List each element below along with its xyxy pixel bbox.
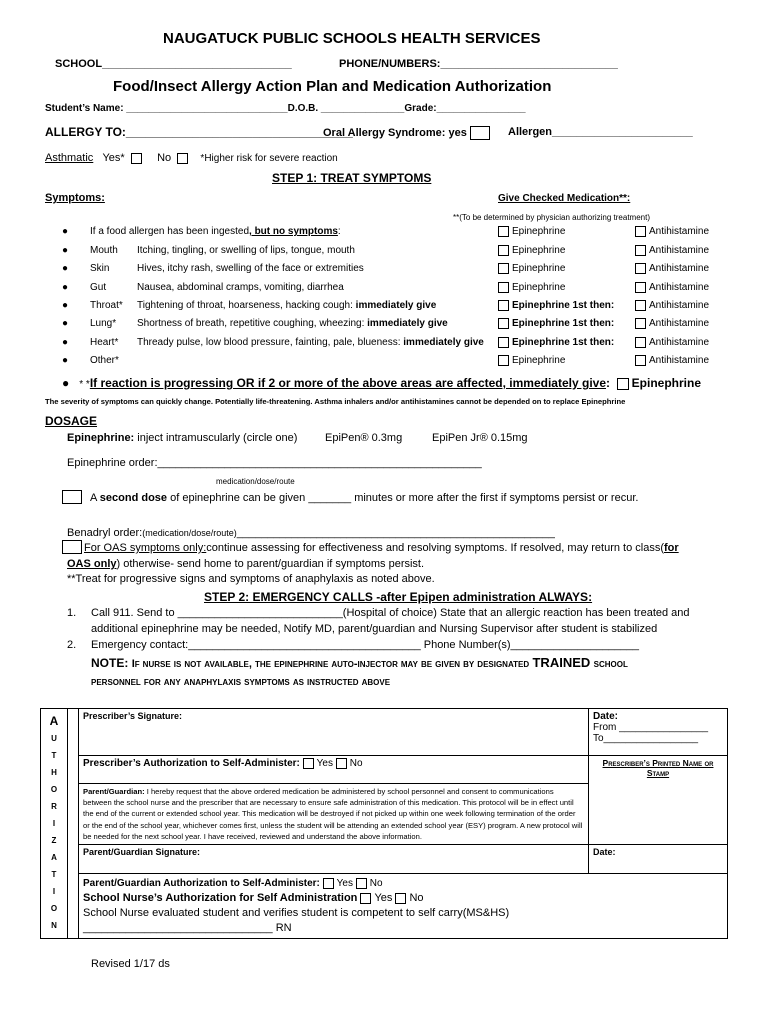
second-dose-c: of epinephrine can be given _______ minutes or more after the first if symptoms persist or recur.	[167, 492, 639, 504]
epinephrine-label: Epinephrine 1st then:	[512, 300, 615, 312]
physician-note: **(To be determined by physician authorizing treatment)	[453, 213, 650, 222]
step2-title: STEP 2: EMERGENCY CALLS -after Epipen administration ALWAYS:	[204, 590, 593, 604]
oas-b: continue assessing for effectiveness and resolving symptoms. If resolved, may return to class(	[206, 542, 664, 554]
bullet: ●	[62, 300, 69, 311]
parent-signature-label: Parent/Guardian Signature:	[83, 847, 201, 857]
epinephrine-checkbox[interactable]	[498, 282, 509, 293]
order-label: Epinephrine order:	[67, 457, 158, 469]
prescriber-self-admin-cell	[79, 756, 589, 784]
authorization-letter: Z	[51, 836, 57, 845]
symptom-row	[62, 282, 742, 298]
epinephrine-checkbox[interactable]	[498, 300, 509, 311]
step2-item2-num: 2.	[67, 639, 77, 651]
epinephrine-option[interactable]	[498, 226, 565, 237]
printed-name-label: Prescriber’s Printed Name or Stamp	[602, 758, 714, 778]
description-emphasis: immediately give	[355, 300, 437, 311]
note-line-2: personnel for any anaphylaxis symptoms as instructed above	[91, 676, 391, 688]
bullet: ●	[62, 245, 69, 256]
epinephrine-option[interactable]	[498, 337, 614, 348]
note-label: NOTE:	[91, 656, 129, 670]
authorization-table	[40, 708, 728, 939]
oas-e: ) otherwise- send home to parent/guardian if symptoms persist.	[116, 558, 425, 570]
symptom-site: Skin	[90, 263, 110, 274]
symptom-description	[137, 263, 364, 274]
allergy-to-field[interactable]	[45, 125, 353, 139]
risk-note: *Higher risk for severe reaction	[200, 153, 338, 164]
symptom-row	[62, 245, 742, 261]
bullet: ●	[62, 376, 70, 390]
bullet: ●	[62, 318, 69, 329]
prescriber-date-cell[interactable]	[589, 709, 728, 756]
parent-self-admin-label: Parent/Guardian Authorization to Self-Administer:	[83, 878, 320, 889]
epipen-jr-option[interactable]: EpiPen Jr® 0.15mg	[432, 432, 528, 444]
authorization-vertical-label	[41, 709, 68, 939]
nurse-auth-yes-checkbox[interactable]	[360, 893, 371, 904]
symptom-description	[137, 318, 448, 329]
site-colon: :	[337, 226, 341, 237]
symptom-row	[62, 300, 742, 316]
note-trained: TRAINED	[532, 655, 591, 670]
revised-note: Revised 1/17 ds	[91, 958, 170, 970]
site-text: If a food allergen has been ingested	[90, 226, 250, 237]
symptom-site: Gut	[90, 282, 107, 293]
description-text: Tightening of throat, hoarseness, hacking cough:	[137, 300, 356, 311]
epinephrine-checkbox[interactable]	[498, 355, 509, 366]
parent-date-label: Date:	[593, 847, 616, 857]
authorization-letter: H	[51, 768, 57, 777]
symptom-description	[137, 337, 484, 348]
bullet: ●	[62, 263, 69, 274]
epinephrine-line	[67, 432, 297, 444]
authorization-letter: T	[51, 751, 57, 760]
epinephrine-option[interactable]	[498, 318, 614, 329]
prescriber-signature-cell[interactable]	[79, 709, 589, 756]
symptom-description	[137, 282, 344, 293]
benadryl-order-field[interactable]	[67, 527, 555, 539]
description-text: Hives, itchy rash, swelling of the face or extremities	[137, 263, 364, 274]
epinephrine-order-field[interactable]	[67, 457, 482, 469]
symptom-site	[90, 226, 341, 237]
step2-item1-cont: additional epinephrine may be needed, Notify MD, parent/guardian and Nursing Supervisor after student is stabilized	[91, 623, 658, 635]
form-title: Food/Insect Allergy Action Plan and Medication Authorization	[113, 78, 552, 95]
give-medication-label: Give Checked Medication**:	[498, 193, 631, 204]
asthmatic-yes-label: Yes*	[102, 152, 125, 164]
date-to: To_________________	[593, 733, 699, 744]
antihistamine-option[interactable]	[635, 226, 709, 237]
symptom-site: Heart*	[90, 337, 119, 348]
authorization-letter: R	[51, 802, 57, 811]
allergen-line: _______________________	[552, 126, 693, 138]
parent-consent-text: I hereby request that the above ordered medication be administered by school personnel and consent to communications between the school nurse and the prescriber that are necessary to ensure safe administration of this medication. This protocol will be in effect until the end of the current or extended school year. This medication will be destroyed if not picked up within one week following termination of the order or the end of the school year, whichever comes first, unless the student will be attending an extended school year (ESY) program. A new protocol will be needed for the next school year. I have received, reviewed and understand the above information.	[83, 786, 583, 841]
epinephrine-checkbox[interactable]	[498, 263, 509, 274]
spacer-column	[68, 709, 79, 939]
step1-title: STEP 1: TREAT SYMPTOMS	[272, 171, 432, 185]
allergy-to-label: ALLERGY TO:	[45, 125, 126, 139]
bullet: ●	[62, 355, 69, 366]
parent-signature-cell[interactable]	[79, 845, 589, 874]
antihistamine-label: Antihistamine	[649, 337, 710, 349]
step2-item1-num: 1.	[67, 607, 77, 619]
epinephrine-label: Epinephrine	[512, 355, 566, 367]
bullet: ●	[62, 226, 69, 237]
epinephrine-option[interactable]	[498, 300, 614, 311]
allergen-label: Allergen	[508, 126, 553, 138]
symptom-row	[62, 226, 742, 242]
yes-label: Yes	[316, 758, 333, 770]
authorization-letter: O	[50, 785, 58, 794]
description-emphasis: immediately give	[367, 318, 448, 329]
prescriber-self-admin-no-checkbox[interactable]	[336, 758, 347, 769]
epinephrine-option[interactable]	[498, 245, 565, 256]
antihistamine-option[interactable]	[635, 263, 709, 274]
authorization-letter: I	[52, 819, 56, 828]
nurse-auth-no-checkbox[interactable]	[395, 893, 406, 904]
antihistamine-option[interactable]	[635, 245, 709, 256]
epinephrine-checkbox[interactable]	[498, 226, 509, 237]
asthmatic-no-label: No	[157, 152, 172, 164]
note-text-b: school	[593, 658, 628, 670]
prescriber-date-label: Date:	[593, 711, 619, 722]
prescriber-self-admin-label: Prescriber’s Authorization to Self-Administer:	[83, 758, 300, 770]
oas-instructions	[84, 542, 679, 554]
antihistamine-option[interactable]	[635, 282, 709, 293]
epinephrine-checkbox[interactable]	[498, 337, 509, 348]
antihistamine-checkbox[interactable]	[635, 318, 646, 329]
progress-epinephrine-checkbox[interactable]	[617, 378, 629, 390]
epinephrine-checkbox[interactable]	[498, 318, 509, 329]
nurse-auth-label: School Nurse’s Authorization for Self Administration	[83, 892, 358, 904]
symptoms-label: Symptoms:	[45, 192, 105, 204]
authorization-letter: A	[51, 853, 57, 862]
antihistamine-label: Antihistamine	[649, 300, 710, 312]
symptom-row	[62, 355, 742, 371]
allergen-field[interactable]	[508, 126, 693, 138]
second-dose-b: second dose	[99, 492, 168, 504]
epinephrine-label: Epinephrine	[512, 226, 566, 238]
school-label: SCHOOL	[55, 58, 103, 70]
note-text-a: If nurse is not available, the epinephrine auto-injector may be given by designated	[131, 658, 530, 670]
site-emphasis: , but no symptoms	[249, 226, 338, 237]
prescriber-self-admin-yes-checkbox[interactable]	[303, 758, 314, 769]
oas-yes-checkbox[interactable]	[470, 126, 490, 140]
yes-label: Yes	[374, 892, 393, 904]
authorization-letter: T	[51, 870, 57, 879]
symptom-row	[62, 318, 742, 334]
order-line: _____________________________________________________	[157, 457, 482, 469]
asthmatic-label: Asthmatic	[45, 152, 94, 164]
antihistamine-checkbox[interactable]	[635, 300, 646, 311]
parent-date-cell[interactable]	[589, 845, 728, 874]
progress-prefix: * *	[79, 379, 90, 390]
epinephrine-label: Epinephrine	[512, 282, 566, 294]
progressing-line	[62, 376, 701, 390]
symptom-description	[137, 245, 355, 256]
epinephrine-checkbox[interactable]	[498, 245, 509, 256]
no-label: No	[349, 758, 363, 770]
benadryl-label: Benadryl order:	[67, 527, 143, 539]
oas-d: OAS only	[67, 558, 117, 570]
authorization-letter: O	[50, 904, 58, 913]
bullet: ●	[62, 337, 69, 348]
document-title: NAUGATUCK PUBLIC SCHOOLS HEALTH SERVICES	[163, 30, 541, 47]
school-line: _______________________________	[102, 58, 292, 70]
epinephrine-option[interactable]	[498, 263, 565, 274]
antihistamine-checkbox[interactable]	[635, 245, 646, 256]
step2-item1: Call 911. Send to ___________________________(Hospital of choice) State that an allergic reaction has been treated and	[91, 607, 690, 619]
progress-colon: :	[606, 376, 610, 390]
antihistamine-checkbox[interactable]	[635, 226, 646, 237]
phone-line: _____________________________	[440, 58, 618, 70]
parent-label: Parent/Guardian:	[83, 786, 145, 796]
date-from: From ________________	[593, 722, 709, 733]
description-text: Thready pulse, low blood pressure, fainting, pale, blueness:	[137, 337, 404, 348]
school-field[interactable]	[55, 58, 292, 70]
antihistamine-checkbox[interactable]	[635, 355, 646, 366]
printed-name-cell[interactable]	[589, 756, 728, 845]
epipen-option[interactable]: EpiPen® 0.3mg	[325, 432, 403, 444]
note-line	[91, 655, 628, 670]
epinephrine-label: Epinephrine 1st then:	[512, 318, 615, 330]
antihistamine-checkbox[interactable]	[635, 282, 646, 293]
symptom-row	[62, 337, 742, 353]
antihistamine-label: Antihistamine	[649, 263, 710, 275]
antihistamine-option[interactable]	[635, 300, 709, 311]
benadryl-line: ____________________________________________________	[236, 527, 555, 539]
symptom-site: Throat*	[90, 300, 123, 311]
parent-self-admin-yes-checkbox[interactable]	[323, 878, 334, 889]
prescriber-signature-label: Prescriber’s Signature:	[83, 711, 183, 721]
oas-only-checkbox[interactable]	[62, 540, 82, 554]
authorization-letter: U	[51, 734, 57, 743]
symptom-site: Lung*	[90, 318, 117, 329]
second-dose-checkbox[interactable]	[62, 490, 82, 504]
epinephrine-label: Epinephrine	[512, 263, 566, 275]
asthmatic-yes-checkbox[interactable]	[131, 153, 142, 164]
symptom-description	[137, 300, 436, 311]
nurse-auth-row	[83, 891, 723, 906]
parent-self-admin-no-checkbox[interactable]	[356, 878, 367, 889]
dosage-title: DOSAGE	[45, 414, 98, 428]
oas-instructions-2	[67, 558, 424, 570]
oas-a: For OAS symptoms only:	[84, 542, 207, 554]
order-hint: medication/dose/route	[216, 477, 295, 486]
progress-epinephrine-label: Epinephrine	[631, 376, 702, 390]
symptom-site: Other*	[90, 355, 119, 366]
severity-note: The severity of symptoms can quickly change. Potentially life-threatening. Asthma inhalers and/or antihistamines cannot be depended on to replace Epinephrine	[45, 397, 626, 406]
self-admin-section	[79, 874, 728, 939]
authorization-letter: I	[52, 887, 56, 896]
treat-note: **Treat for progressive signs and symptoms of anaphylaxis as noted above.	[67, 573, 435, 585]
antihistamine-label: Antihistamine	[649, 355, 710, 367]
step2-item2: Emergency contact:______________________________________ Phone Number(s)_____________________	[91, 639, 640, 651]
description-text: Shortness of breath, repetitive coughing, wheezing:	[137, 318, 368, 329]
authorization-letter: A	[49, 714, 59, 728]
epinephrine-text: inject intramuscularly (circle one)	[134, 432, 298, 444]
phone-label: PHONE/NUMBERS:	[339, 58, 441, 70]
nurse-eval-text: School Nurse evaluated student and verifies student is competent to self carry(MS&HS)	[83, 907, 510, 919]
rn-signature-line[interactable]: _______________________________ RN	[83, 922, 292, 934]
antihistamine-label: Antihistamine	[649, 282, 710, 294]
second-dose-text	[90, 492, 638, 504]
asthmatic-no-checkbox[interactable]	[177, 153, 188, 164]
oas-label: Oral Allergy Syndrome: yes	[323, 126, 467, 139]
symptom-site: Mouth	[90, 245, 118, 256]
epinephrine-option[interactable]	[498, 282, 565, 293]
oas-field	[323, 126, 490, 140]
antihistamine-checkbox[interactable]	[635, 337, 646, 348]
epinephrine-label: Epinephrine 1st then:	[512, 337, 615, 349]
epinephrine-option[interactable]	[498, 355, 565, 366]
symptom-row	[62, 263, 742, 279]
bullet: ●	[62, 282, 69, 293]
epinephrine-label: Epinephrine	[512, 245, 566, 257]
epinephrine-label: Epinephrine:	[67, 432, 135, 444]
second-dose-a: A	[90, 492, 100, 504]
antihistamine-label: Antihistamine	[649, 318, 710, 330]
parent-self-admin-row	[83, 876, 723, 891]
no-label: No	[409, 892, 424, 904]
description-emphasis: immediately give	[403, 337, 484, 348]
benadryl-hint: (medication/dose/route)	[142, 528, 237, 538]
antihistamine-option[interactable]	[635, 355, 709, 366]
asthmatic-row	[45, 152, 338, 164]
progress-text: If reaction is progressing OR if 2 or more of the above areas are affected, immediately give	[89, 376, 606, 390]
antihistamine-label: Antihistamine	[649, 245, 710, 257]
description-text: Itching, tingling, or swelling of lips, tongue, mouth	[137, 245, 355, 256]
description-text: Nausea, abdominal cramps, vomiting, diarrhea	[137, 282, 344, 293]
student-info-line[interactable]: Student’s Name: _____________________________D.O.B. _______________Grade:________________	[45, 103, 526, 114]
yes-label: Yes	[336, 878, 353, 889]
antihistamine-option[interactable]	[635, 318, 709, 329]
parent-consent-cell	[79, 783, 589, 844]
allergy-to-line: __________________________________	[125, 125, 353, 139]
antihistamine-checkbox[interactable]	[635, 263, 646, 274]
antihistamine-option[interactable]	[635, 337, 709, 348]
phone-field[interactable]	[339, 58, 618, 70]
oas-c: for	[664, 542, 679, 554]
authorization-letter: N	[51, 921, 57, 930]
antihistamine-label: Antihistamine	[649, 226, 710, 238]
no-label: No	[369, 878, 383, 889]
